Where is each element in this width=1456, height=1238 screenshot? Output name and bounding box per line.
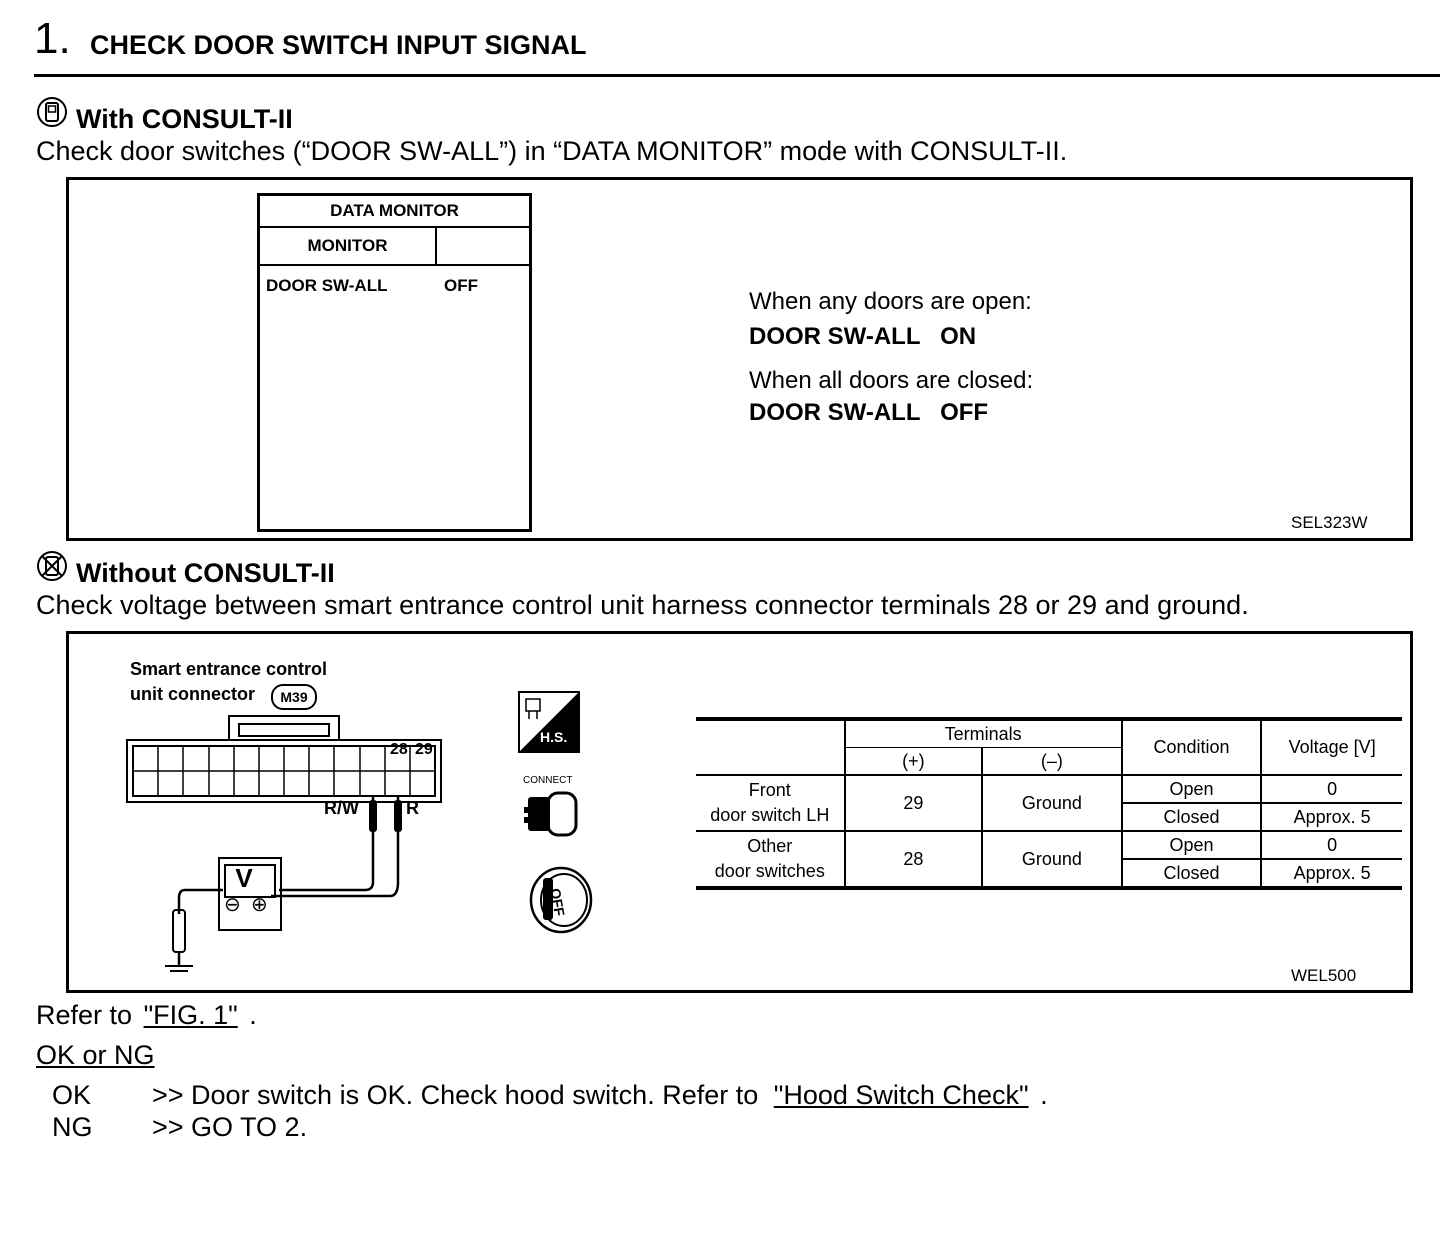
minus-header: (–) [982, 748, 1122, 776]
condition-open: Open [1122, 775, 1262, 803]
harness-side-icon [518, 691, 580, 753]
wire-color-r: R [406, 798, 419, 818]
ok-text: >> Door switch is OK. Check hood switch. Refer to [152, 1080, 759, 1110]
condition-open: Open [1122, 831, 1262, 859]
consult-screen [257, 193, 532, 532]
voltage-check-figure [66, 631, 1413, 993]
row-label-line1: Other [747, 836, 793, 856]
minus-terminal: Ground [982, 775, 1122, 831]
closed-condition-label: When all doors are closed: [749, 367, 1034, 394]
screen-value: OFF [444, 276, 478, 295]
voltage-spec-table-wrap [696, 717, 1402, 890]
voltage-closed: Approx. 5 [1261, 803, 1402, 831]
table-row [696, 775, 845, 831]
ground-probe [173, 910, 185, 952]
ignition-off-icon [527, 864, 597, 939]
open-condition-label: When any doors are open: [749, 288, 1032, 315]
screen-title: DATA MONITOR [260, 196, 529, 228]
ok-result [152, 1080, 1048, 1111]
ignition-off-label: OFF [547, 887, 568, 918]
pin-29-label: 29 [415, 741, 433, 758]
ground-icon [165, 966, 193, 974]
condition-closed: Closed [1122, 859, 1262, 888]
consult-icon [36, 96, 68, 133]
connector-label-line2: unit connector [130, 684, 255, 704]
voltmeter-label: V [235, 863, 253, 893]
with-consult-heading: With CONSULT-II [76, 104, 293, 134]
condition-header: Condition [1122, 719, 1262, 775]
ng-key: NG [52, 1112, 93, 1142]
table-corner-cell [696, 719, 845, 775]
wire-color-rw: R/W [324, 798, 359, 818]
voltage-spec-table [696, 717, 1402, 890]
ok-suffix: . [1040, 1080, 1048, 1110]
with-consult-instruction: Check door switches (“DOOR SW-ALL”) in “DATA MONITOR” mode with CONSULT-II. [36, 136, 1068, 166]
plus-terminal: 29 [845, 775, 982, 831]
terminals-header: Terminals [845, 719, 1122, 748]
screen-blank-cell [437, 228, 529, 266]
refer-line [36, 1000, 257, 1031]
row-label-line2: door switches [714, 861, 825, 881]
harness-side-label: H.S. [540, 729, 568, 745]
voltage-open: 0 [1261, 775, 1402, 803]
table-row [696, 831, 845, 888]
voltmeter-plus-terminal: ⊕ [251, 894, 268, 916]
fig-1-link[interactable]: "FIG. 1" [143, 1000, 238, 1030]
open-condition-value: DOOR SW-ALL ON [749, 323, 977, 350]
without-consult-instruction: Check voltage between smart entrance control unit harness connector terminals 28 or 29 and ground. [36, 590, 1249, 620]
plus-terminal: 28 [845, 831, 982, 888]
step-number: 1. [34, 14, 71, 63]
step-title: CHECK DOOR SWITCH INPUT SIGNAL [90, 30, 587, 60]
refer-suffix: . [249, 1000, 257, 1030]
connect-icon [524, 789, 582, 844]
connector-label-line1: Smart entrance control [130, 659, 328, 679]
hood-switch-check-link[interactable]: "Hood Switch Check" [773, 1080, 1029, 1110]
voltage-closed: Approx. 5 [1261, 859, 1402, 888]
probe-wires [179, 796, 398, 966]
voltage-header: Voltage [V] [1261, 719, 1402, 775]
connect-label: CONNECT [523, 775, 573, 786]
condition-closed: Closed [1122, 803, 1262, 831]
probe-tips [369, 800, 402, 832]
pin-28-label: 28 [390, 741, 408, 758]
figure-id: WEL500 [1291, 966, 1357, 985]
ok-or-ng-heading: OK or NG [36, 1040, 155, 1070]
voltage-open: 0 [1261, 831, 1402, 859]
minus-terminal: Ground [982, 831, 1122, 888]
closed-condition-value: DOOR SW-ALL OFF [749, 399, 989, 426]
voltmeter-minus-terminal: ⊖ [224, 894, 241, 916]
screen-item: DOOR SW-ALL [266, 276, 388, 295]
header-rule [34, 74, 1440, 77]
ng-text: >> GO TO 2. [152, 1112, 308, 1142]
ok-key: OK [52, 1080, 92, 1110]
without-consult-heading: Without CONSULT-II [76, 558, 335, 588]
figure-id: SEL323W [1291, 513, 1368, 532]
plus-header: (+) [845, 748, 982, 776]
row-label-line1: Front [748, 780, 791, 800]
no-consult-icon [36, 550, 68, 587]
refer-prefix: Refer to [36, 1000, 133, 1030]
row-label-line2: door switch LH [710, 805, 830, 825]
connector-badge: M39 [271, 684, 317, 710]
data-monitor-figure [66, 177, 1413, 541]
screen-column-header: MONITOR [260, 228, 437, 266]
